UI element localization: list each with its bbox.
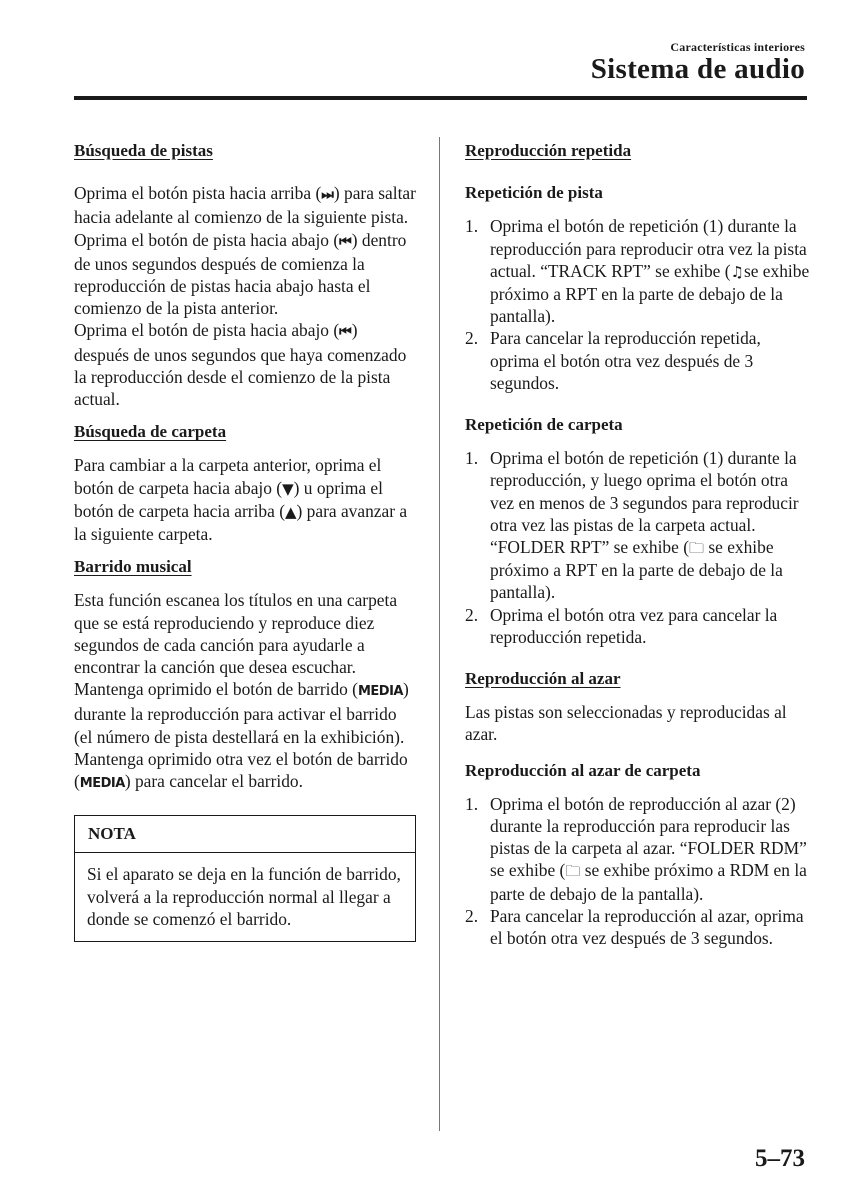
track-search-paragraph-3: Oprima el botón de pista hacia abajo (⏮) después de unos segundos que haya comenzado la reproducción desde el comienzo de la pista actual. bbox=[74, 320, 407, 410]
music-scan-paragraph-1: Esta función escanea los títulos en una carpeta que se está reproduciendo y reproduce diez segundos de cada canción para ayudarle a encontrar la canción que desea escuchar. bbox=[74, 590, 398, 678]
folder-icon: 🗀 bbox=[689, 539, 705, 558]
media-button-label: MEDIA bbox=[79, 776, 125, 792]
next-track-icon: ⏭ bbox=[321, 187, 334, 204]
folder-search-heading: Búsqueda de carpeta bbox=[74, 422, 227, 442]
previous-track-icon: ⏮ bbox=[339, 233, 352, 250]
folder-search-paragraph: Para cambiar a la carpeta anterior, oprima el botón de carpeta hacia abajo (▼) u oprima el botón de carpeta hacia arriba (▲) para avanzar a la siguiente carpeta. bbox=[74, 455, 408, 545]
random-paragraph: Las pistas son seleccionadas y reproducidas al azar. bbox=[465, 702, 787, 745]
column-divider bbox=[439, 137, 440, 1131]
track-search-paragraph-1: Oprima el botón pista hacia arriba (⏭) para saltar hacia adelante al comienzo de la siguiente pista. bbox=[74, 183, 416, 228]
track-search-heading: Búsqueda de pistas bbox=[74, 141, 213, 160]
left-column bbox=[74, 140, 416, 942]
folder-up-icon: ▲ bbox=[284, 502, 297, 521]
random-heading: Reproducción al azar bbox=[465, 669, 621, 689]
note-heading: NOTA bbox=[75, 816, 415, 853]
list-item: 1. Oprima el botón de repetición (1) durante la reproducción, y luego oprima el botón otra vez en menos de 3 segundos para reproducir otra vez las pistas de la carpeta actual. “FOLDER RPT” se exhibe (🗀 se exhibe próximo a RPT en la parte de debajo de la pantalla). bbox=[465, 448, 799, 603]
list-item: 1. Oprima el botón de repetición (1) durante la reproducción para reproducir otra vez la pista actual. “TRACK RPT” se exhibe (♫se exhibe próximo a RPT en la parte de debajo de la pantalla). bbox=[465, 216, 810, 327]
list-item: 1. Oprima el botón de reproducción al azar (2) durante la reproducción para reproducir las pistas de la carpeta al azar. “FOLDER RDM” se exhibe (🗀 se exhibe próximo a RDM en la parte de debajo de la pantalla). bbox=[465, 793, 807, 904]
track-repeat-list bbox=[465, 215, 810, 394]
list-item: 2. Oprima el botón otra vez para cancelar la reproducción repetida. bbox=[465, 604, 778, 647]
previous-track-icon: ⏮ bbox=[339, 324, 352, 341]
list-item: 2. Para cancelar la reproducción al azar, oprima el botón otra vez después de 3 segundos. bbox=[465, 905, 804, 949]
note-box bbox=[74, 815, 416, 942]
track-search-paragraph-2: Oprima el botón de pista hacia abajo (⏮) dentro de unos segundos después de comienza la reproducción de pistas hacia abajo hasta el comienzo de la pista anterior. bbox=[74, 229, 407, 319]
folder-random-list bbox=[465, 793, 810, 949]
folder-repeat-subheading: Repetición de carpeta bbox=[465, 415, 623, 435]
folder-down-icon: ▼ bbox=[282, 479, 294, 498]
page-title: Sistema de audio bbox=[590, 53, 805, 85]
repeat-heading: Reproducción repetida bbox=[465, 141, 632, 160]
music-scan-heading: Barrido musical bbox=[74, 557, 192, 577]
folder-repeat-list bbox=[465, 447, 810, 648]
section-label: Características interiores bbox=[670, 40, 805, 54]
header-rule bbox=[74, 96, 807, 100]
page-number: 5–73 bbox=[755, 1145, 805, 1172]
music-note-icon: ♫ bbox=[730, 262, 744, 281]
folder-random-subheading: Reproducción al azar de carpeta bbox=[465, 760, 701, 780]
media-button-label: MEDIA bbox=[357, 684, 403, 700]
folder-icon: 🗀 bbox=[565, 862, 581, 881]
track-repeat-subheading: Repetición de pista bbox=[465, 183, 603, 203]
note-body: Si el aparato se deja en la función de barrido, volverá a la reproducción normal al llegar a donde se comenzó el barrido. bbox=[87, 864, 401, 929]
music-scan-paragraph-2: Mantenga oprimido el botón de barrido (MEDIA) durante la reproducción para activar el barrido (el número de pista destellará en la exhibición). Mantenga oprimido otra vez el botón de barrido (MEDIA) para cancelar el barrido. bbox=[74, 679, 409, 792]
list-item: 2. Para cancelar la reproducción repetida, oprima el botón otra vez después de 3 segundos. bbox=[465, 328, 761, 393]
right-column bbox=[465, 140, 810, 949]
